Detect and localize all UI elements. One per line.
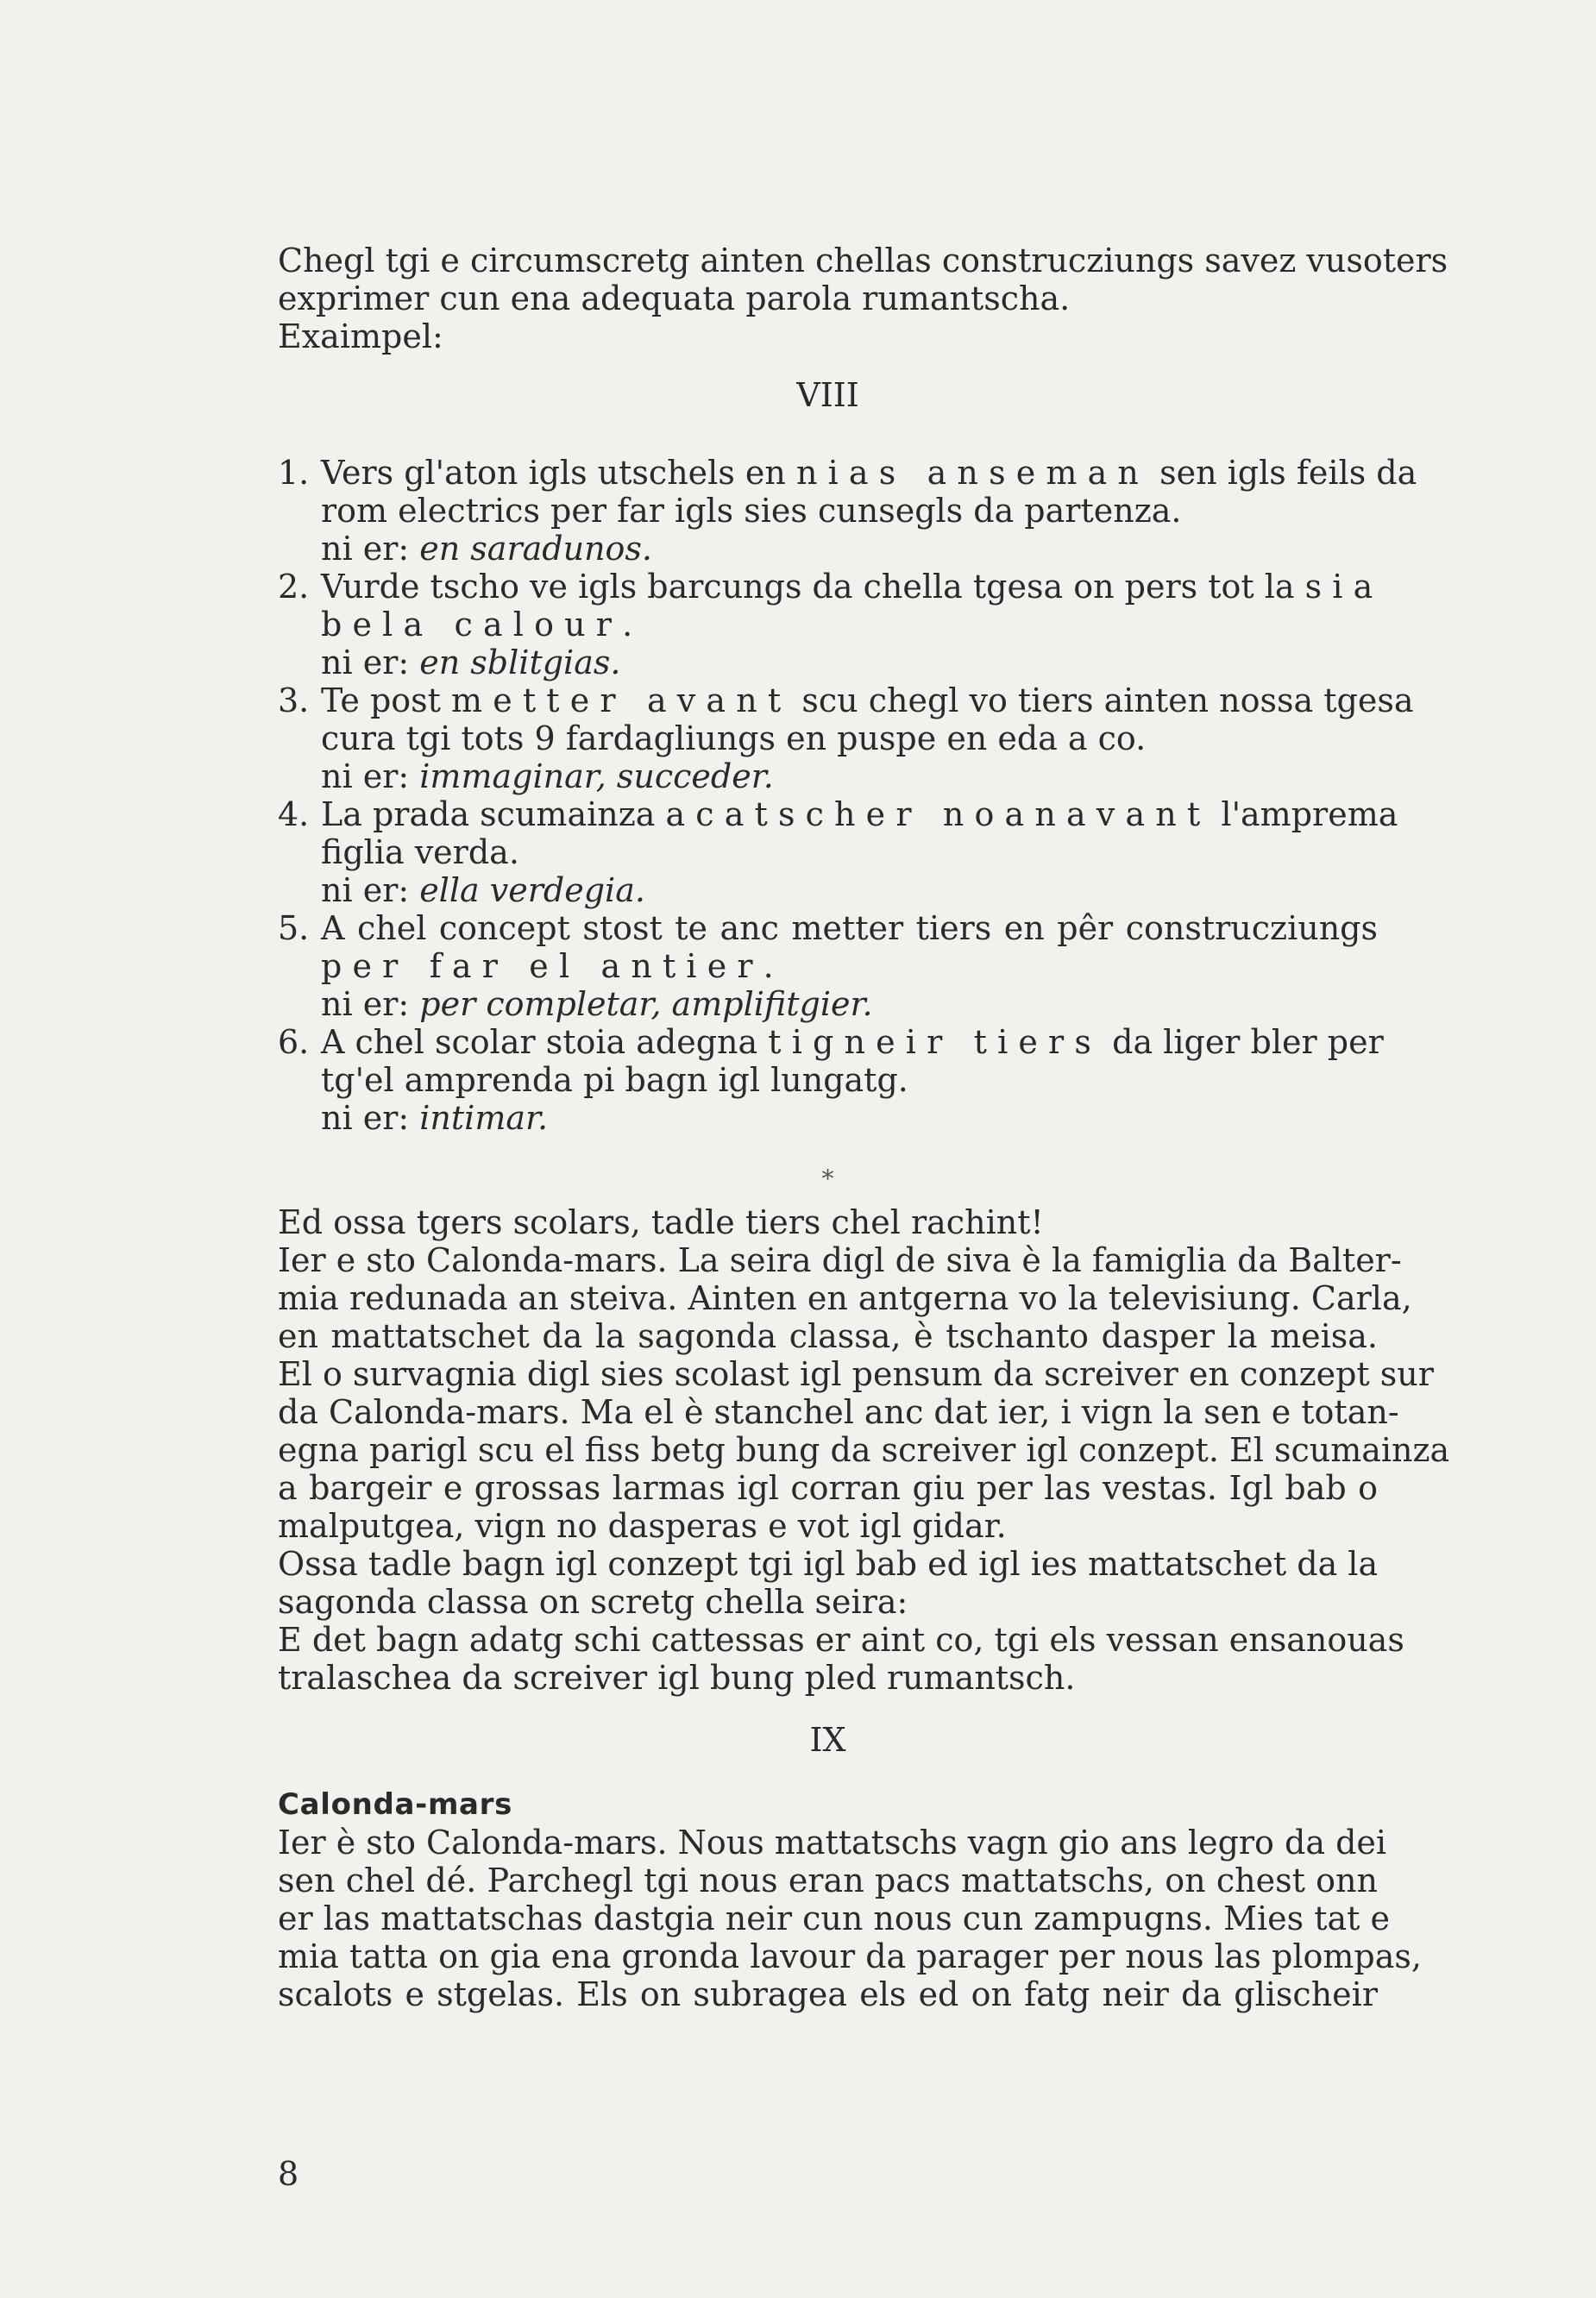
spaced-phrase: tigneir tiers (768, 1023, 1103, 1061)
answer-prefix: ni er: (321, 871, 410, 909)
spaced-phrase: sia (1304, 568, 1384, 606)
answer-prefix: ni er: (321, 644, 410, 681)
story-line: Ed ossa tgers scolars, tadle tiers chel rachint! (278, 1203, 1044, 1241)
story-line: Ier e sto Calonda-mars. La seira digl de siva è la famiglia da Balter- (278, 1241, 1402, 1279)
story2-line: Ier è sto Calonda-mars. Nous mattatschs vagn gio ans legro da dei (278, 1824, 1387, 1862)
item-number: 3. (278, 681, 310, 719)
story-line: mia redunada an steiva. Ainten en antgerna vo la televisiung. Carla, (278, 1279, 1412, 1317)
item-text: sen igls feils da (1149, 454, 1417, 492)
item-text: Vurde tscho ve igls barcungs da chella tgesa on pers tot la (321, 568, 1305, 606)
intro-block (278, 242, 1448, 355)
divider-asterisk: * (821, 1165, 834, 1193)
spaced-phrase: nias anseman (795, 454, 1150, 492)
story-line: E det bagn adatg schi cattessas er aint co, tgi els vessan ensanouas (278, 1621, 1404, 1659)
spaced-phrase: catscher noanavant (695, 795, 1211, 833)
intro-line: exprimer cun ena adequata parola rumantscha. (278, 279, 1071, 317)
exercise-item (278, 909, 1378, 1023)
story-line: en mattatschet da la sagonda classa, è tschanto dasper la meisa. (278, 1317, 1378, 1355)
story-line: Ossa tadle bagn igl conzept tgi igl bab ed igl ies mattatschet da la (278, 1545, 1379, 1583)
answer-text: en saradunos. (419, 530, 653, 568)
section-heading-viii: VIII (796, 376, 859, 414)
item-text: da liger bler per (1102, 1023, 1384, 1061)
answer-text: ella verdegia. (419, 871, 645, 909)
item-text: scu chegl vo tiers ainten nossa tgesa (791, 681, 1414, 719)
answer-text: immaginar, succeder. (419, 757, 774, 795)
item-text: Te post (321, 681, 452, 719)
item-text: tg'el amprenda pi bagn igl lungatg. (321, 1061, 908, 1099)
exercise-item (278, 568, 1384, 681)
exercise-item (278, 1023, 1384, 1137)
spaced-phrase: metter avant (451, 681, 792, 719)
answer-prefix: ni er: (321, 530, 410, 568)
item-text: . (763, 947, 774, 985)
item-number: 2. (278, 568, 310, 606)
story2-line: mia tatta on gia ena gronda lavour da parager per nous las plompas, (278, 1937, 1422, 1975)
item-text: La prada scumainza a (321, 795, 696, 833)
story-line: El o survagnia digl sies scolast igl pensum da screiver en conzept sur (278, 1355, 1434, 1393)
answer-text: per completar, amplifitgier. (419, 985, 873, 1023)
story-block (278, 1203, 1450, 1697)
item-text: A chel scolar stoia adegna (321, 1023, 769, 1061)
story2-line: scalots e stgelas. Els on subragea els ed on fatg neir da glischeir (278, 1975, 1378, 2013)
answer-text: intimar. (419, 1099, 549, 1137)
exercise-item (278, 681, 1414, 795)
story-line: malputgea, vign no dasperas e vot igl gidar. (278, 1507, 1007, 1545)
item-text: cura tgi tots 9 fardagliungs en puspe en eda a co. (321, 719, 1147, 757)
intro-line: Exaimpel: (278, 317, 443, 355)
subheading: Calonda-mars (278, 1787, 513, 1822)
page-number: 8 (278, 2155, 299, 2193)
answer-prefix: ni er: (321, 1099, 410, 1137)
answer-text: en sblitgias. (419, 644, 621, 681)
item-number: 5. (278, 909, 310, 947)
intro-line: Chegl tgi e circumscretg ainten chellas construcziungs savez vusoters (278, 242, 1448, 279)
answer-prefix: ni er: (321, 985, 410, 1023)
item-text: rom electrics per far igls sies cunsegls da partenza. (321, 492, 1182, 530)
story-line: sagonda classa on scretg chella seira: (278, 1583, 908, 1621)
spaced-phrase: per far el antier (321, 947, 763, 985)
story2-line: sen chel dé. Parchegl tgi nous eran pacs mattatschs, on chest onn (278, 1862, 1378, 1899)
story-line: a bargeir e grossas larmas igl corran giu per las vestas. Igl bab o (278, 1469, 1378, 1507)
item-text: Vers gl'aton igls utschels en (321, 454, 796, 492)
section-ix-body (278, 1786, 1422, 2013)
item-number: 6. (278, 1023, 310, 1061)
item-number: 4. (278, 795, 310, 833)
answer-prefix: ni er: (321, 757, 410, 795)
item-text: l'amprema (1210, 795, 1398, 833)
story-line: egna parigl scu el fiss betg bung da screiver igl conzept. El scumainza (278, 1431, 1450, 1469)
item-text: . (622, 606, 633, 644)
spaced-phrase: bela calour (321, 606, 623, 644)
exercise-item (278, 795, 1398, 909)
item-number: 1. (278, 454, 310, 492)
exercise-list (278, 454, 1417, 1137)
story-line: tralaschea da screiver igl bung pled rumantsch. (278, 1659, 1076, 1697)
item-text: A chel concept stost te anc metter tiers en pêr construcziungs (321, 909, 1378, 947)
item-text: figlia verda. (321, 833, 519, 871)
section-heading-ix: IX (809, 1721, 846, 1759)
exercise-item (278, 454, 1417, 568)
story-line: da Calonda-mars. Ma el è stanchel anc dat ier, i vign la sen e totan- (278, 1393, 1399, 1431)
story2-line: er las mattatschas dastgia neir cun nous cun zampugns. Mies tat e (278, 1899, 1390, 1937)
